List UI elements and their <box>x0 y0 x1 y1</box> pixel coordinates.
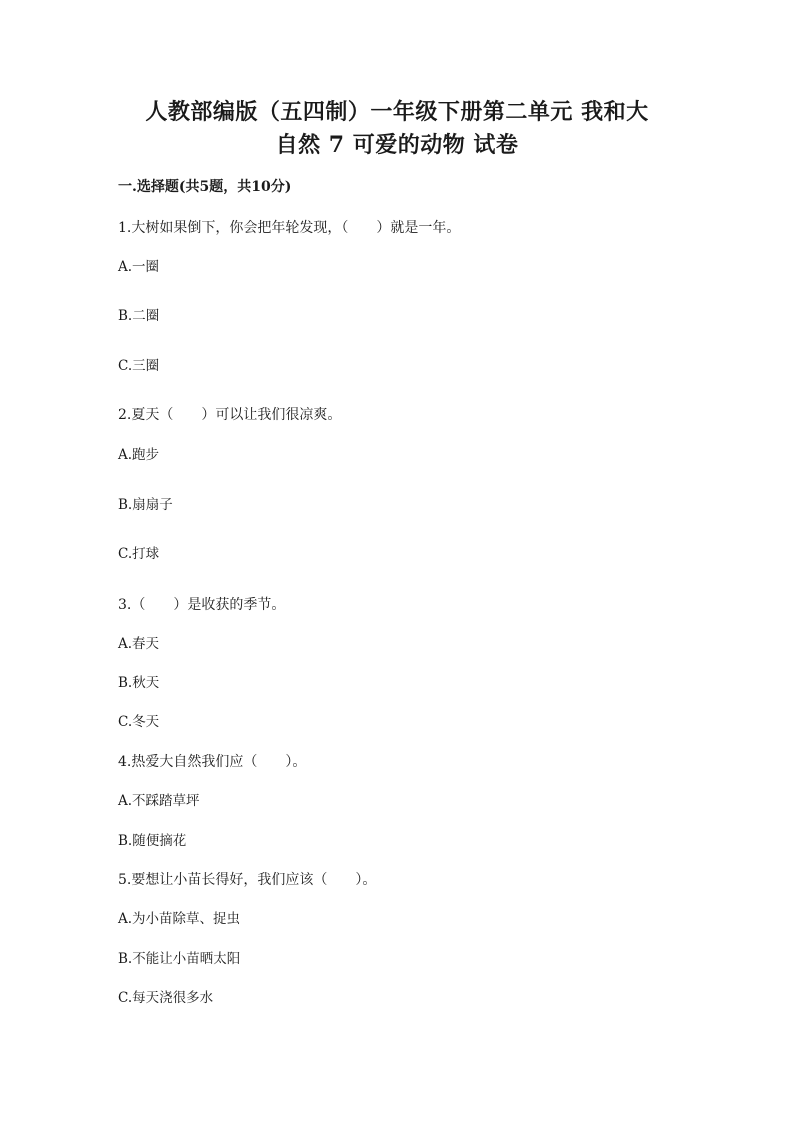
question-1-option-c: C.三圈 <box>118 358 160 374</box>
question-4-stem: 4.热爱大自然我们应（ ）。 <box>118 754 307 770</box>
question-3-stem: 3.（ ）是收获的季节。 <box>118 597 286 613</box>
question-2-option-b: B.扇扇子 <box>118 497 173 513</box>
question-3-option-a: A.春天 <box>118 636 160 652</box>
question-2-stem: 2.夏天（ ）可以让我们很凉爽。 <box>118 407 342 423</box>
question-2-option-a: A.跑步 <box>118 447 160 463</box>
question-4-option-a: A.不踩踏草坪 <box>118 793 200 809</box>
question-4-option-b: B.随便摘花 <box>118 833 187 849</box>
question-5-option-c: C.每天浇很多水 <box>118 990 214 1006</box>
question-1-stem: 1.大树如果倒下，你会把年轮发现，（ ）就是一年。 <box>118 220 461 236</box>
question-5-option-a: A.为小苗除草、捉虫 <box>118 911 241 927</box>
question-3-option-c: C.冬天 <box>118 714 160 730</box>
question-3-option-b: B.秋天 <box>118 675 160 691</box>
document-title-line-2: 自然 7 可爱的动物 试卷 <box>275 132 519 158</box>
question-2-option-c: C.打球 <box>118 546 160 562</box>
section-heading: 一.选择题(共5题，共10分) <box>118 179 292 195</box>
question-5-stem: 5.要想让小苗长得好，我们应该（ ）。 <box>118 872 377 888</box>
question-1-option-b: B.二圈 <box>118 308 160 324</box>
document-title-line-1: 人教部编版（五四制）一年级下册第二单元 我和大 <box>145 99 649 125</box>
question-1-option-a: A.一圈 <box>118 259 160 275</box>
question-5-option-b: B.不能让小苗晒太阳 <box>118 951 241 967</box>
